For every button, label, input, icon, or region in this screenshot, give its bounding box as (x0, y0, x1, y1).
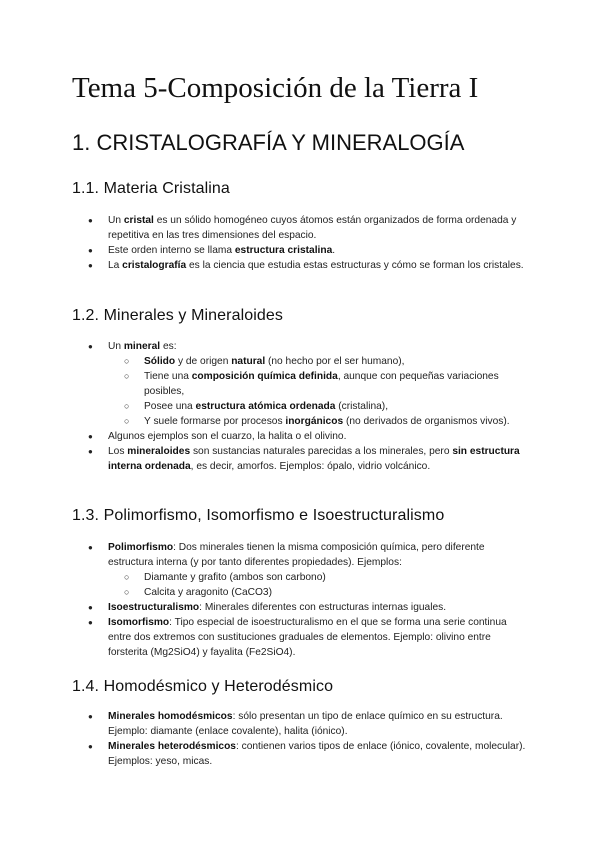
section-heading-homodesmico: 1.4. Homodésmico y Heterodésmico (72, 678, 334, 695)
section-heading-materia-cristalina: 1.1. Materia Cristalina (72, 180, 230, 197)
bullet-list-polimorfismo (72, 540, 532, 660)
list-item: ● Algunos ejemplos son el cuarzo, la halita o el olivino. (72, 429, 532, 444)
section-heading-polimorfismo: 1.3. Polimorfismo, Isomorfismo e Isoestructuralismo (72, 507, 445, 524)
sub-list-mineral-properties (108, 354, 532, 429)
list-item: ● Un mineral es: ○ Sólido y de origen natural (no hecho por el ser humano), ○ Tiene una composición química definida, aunque con pequeñas variaciones posibles, ○ Posee una estructura atómica ordenada (cristalina), ○ Y suele formarse por procesos inorgánicos (no derivados de organismos vivos). (72, 339, 532, 429)
bullet-list-minerales (72, 339, 532, 474)
sub-list-item: ○ Diamante y grafito (ambos son carbono) (108, 570, 532, 585)
sub-list-item: ○ Tiene una composición química definida, aunque con pequeñas variaciones posibles, (108, 369, 532, 399)
list-item: ● Un cristal es un sólido homogéneo cuyos átomos están organizados de forma ordenada y repetitiva en las tres dimensiones del espacio. (72, 213, 532, 243)
list-item: ● Isoestructuralismo: Minerales diferentes con estructuras internas iguales. (72, 600, 532, 615)
section-heading-minerales-mineraloides: 1.2. Minerales y Mineraloides (72, 307, 283, 324)
list-item: ● Los mineraloides son sustancias naturales parecidas a los minerales, pero sin estructura interna ordenada, es decir, amorfos. Ejemplos: ópalo, vidrio volcánico. (72, 444, 532, 474)
sub-list-item: ○ Posee una estructura atómica ordenada (cristalina), (108, 399, 532, 414)
list-item: ● Minerales homodésmicos: sólo presentan un tipo de enlace químico en su estructura. Ejemplo: diamante (enlace covalente), halita (iónico). (72, 709, 532, 739)
sub-list-item: ○ Y suele formarse por procesos inorgánicos (no derivados de organismos vivos). (108, 414, 532, 429)
sub-list-item: ○ Calcita y aragonito (CaCO3) (108, 585, 532, 600)
list-item: ● La cristalografía es la ciencia que estudia estas estructuras y cómo se forman los cristales. (72, 258, 532, 273)
sub-list-polimorfismo-examples (108, 570, 532, 600)
bullet-list-homodesmico (72, 709, 532, 769)
document-title: Tema 5-Composición de la Tierra I (72, 72, 479, 104)
list-item: ● Isomorfismo: Tipo especial de isoestructuralismo en el que se forma una serie continua entre dos extremos con sustituciones graduales de elementos. Ejemplo: olivino entre forsterita (Mg2SiO4) y fayalita (Fe2SiO4). (72, 615, 532, 660)
chapter-heading: 1. CRISTALOGRAFÍA Y MINERALOGÍA (72, 130, 465, 155)
list-item: ● Polimorfismo: Dos minerales tienen la misma composición química, pero diferente estructura interna (y por tanto diferentes propiedades). Ejemplos: ○ Diamante y grafito (ambos son carbono) ○ Calcita y aragonito (CaCO3) (72, 540, 532, 600)
list-item: ● Minerales heterodésmicos: contienen varios tipos de enlace (iónico, covalente, molecular). Ejemplos: yeso, micas. (72, 739, 532, 769)
list-item: ● Este orden interno se llama estructura cristalina. (72, 243, 532, 258)
bullet-list-materia-cristalina (72, 213, 532, 273)
sub-list-item: ○ Sólido y de origen natural (no hecho por el ser humano), (108, 354, 532, 369)
